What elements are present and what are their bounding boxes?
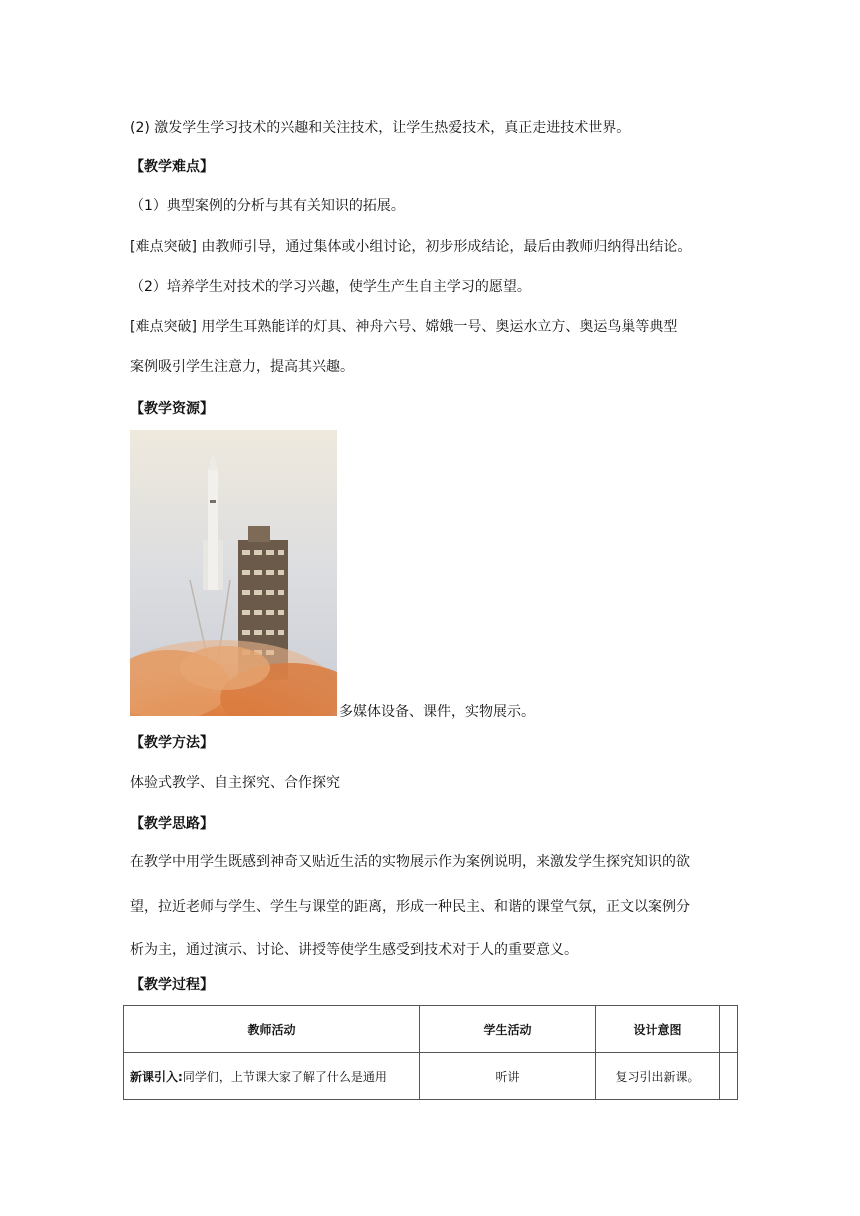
table-header-row bbox=[124, 1006, 738, 1053]
idea-line-3: 析为主，通过演示、讨论、讲授等使学生感受到技术对于人的重要意义。 bbox=[130, 942, 578, 958]
difficulty-2: （2）培养学生对技术的学习兴趣，使学生产生自主学习的愿望。 bbox=[130, 279, 531, 295]
table-row bbox=[124, 1053, 738, 1100]
resources-heading: 【教学资源】 bbox=[130, 401, 214, 417]
cell-teacher-activity bbox=[124, 1053, 420, 1100]
method-text: 体验式教学、自主探究、合作探究 bbox=[130, 775, 340, 791]
cell-spare bbox=[720, 1053, 738, 1100]
idea-line-1: 在教学中用学生既感到神奇又贴近生活的实物展示作为案例说明，来激发学生探究知识的欲 bbox=[130, 854, 690, 870]
header-spare-column bbox=[720, 1006, 738, 1053]
breakthrough-1: [难点突破] 由教师引导，通过集体或小组讨论，初步形成结论，最后由教师归纳得出结论。 bbox=[130, 239, 692, 255]
header-design-intent: 设计意图 bbox=[596, 1006, 720, 1053]
rocket-launch-photo bbox=[130, 430, 337, 716]
teacher-activity-text: 同学们，上节课大家了解了什么是通用 bbox=[182, 1069, 387, 1084]
teaching-goal-2: (2) 激发学生学习技术的兴趣和关注技术，让学生热爱技术，真正走进技术世界。 bbox=[130, 120, 631, 136]
teaching-process-table bbox=[123, 1005, 738, 1100]
difficulty-heading: 【教学难点】 bbox=[130, 159, 214, 175]
process-heading: 【教学过程】 bbox=[130, 977, 214, 993]
cell-student-activity: 听讲 bbox=[420, 1053, 596, 1100]
header-teacher-activity: 教师活动 bbox=[124, 1006, 420, 1053]
teacher-activity-label: 新课引入: bbox=[130, 1069, 183, 1084]
idea-heading: 【教学思路】 bbox=[130, 816, 214, 832]
difficulty-1: （1）典型案例的分析与其有关知识的拓展。 bbox=[130, 198, 405, 214]
breakthrough-2-line-1: [难点突破] 用学生耳熟能详的灯具、神舟六号、嫦娥一号、奥运水立方、奥运鸟巢等典型 bbox=[130, 319, 678, 335]
header-student-activity: 学生活动 bbox=[420, 1006, 596, 1053]
cell-design-intent: 复习引出新课。 bbox=[596, 1053, 720, 1100]
resources-caption: 多媒体设备、课件，实物展示。 bbox=[339, 704, 535, 720]
breakthrough-2-line-2: 案例吸引学生注意力，提高其兴趣。 bbox=[130, 359, 354, 375]
method-heading: 【教学方法】 bbox=[130, 735, 214, 751]
idea-line-2: 望，拉近老师与学生、学生与课堂的距离，形成一种民主、和谐的课堂气氛，正文以案例分 bbox=[130, 899, 690, 915]
